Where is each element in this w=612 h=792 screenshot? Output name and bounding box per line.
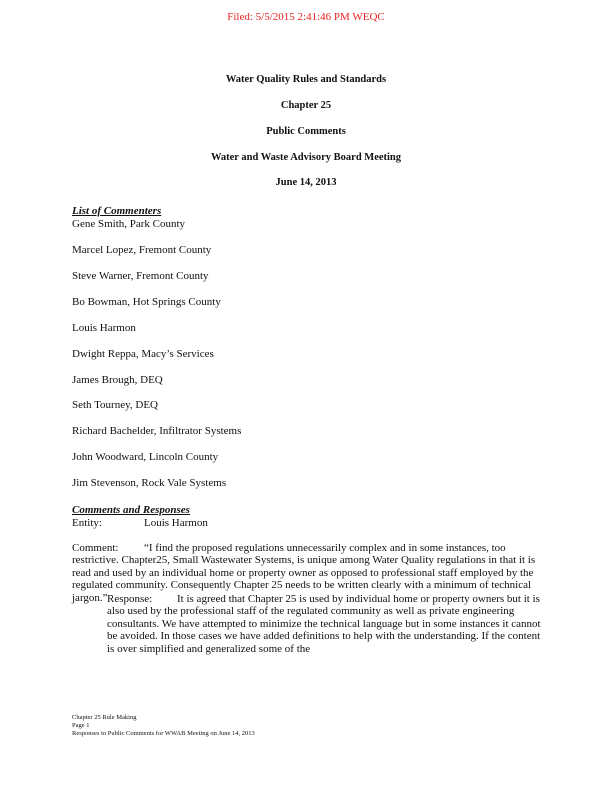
footer-line: Chapter 25 Rule Making	[72, 714, 137, 721]
entity-line	[72, 517, 208, 529]
response-text: It is agreed that Chapter 25 is used by individual home or property owners but it is also used by the professional staff of the regulated community as well as private engineering consultants. We have attempted to minimize the technical language but in some instances it cannot be avoided. In those cases we have added definitions to help with the understanding. If the content is over simplified and generalized some of the	[107, 593, 541, 655]
commenter-item: Marcel Lopez, Fremont County	[72, 244, 212, 256]
title-date: June 14, 2013	[275, 177, 337, 188]
commenter-item: John Woodward, Lincoln County	[72, 451, 219, 463]
filed-stamp: Filed: 5/5/2015 2:41:46 PM WEQC	[227, 11, 385, 23]
entity-value: Louis Harmon	[144, 517, 208, 529]
commenters-heading: List of Commenters	[72, 205, 162, 217]
title-meeting: Water and Waste Advisory Board Meeting	[210, 152, 402, 163]
commenter-item: Richard Bachelder, Infiltrator Systems	[72, 425, 242, 437]
comments-heading: Comments and Responses	[72, 504, 190, 516]
commenter-item: Bo Bowman, Hot Springs County	[72, 296, 221, 308]
commenter-item: Seth Tourney, DEQ	[72, 399, 158, 411]
commenter-item: Louis Harmon	[72, 322, 136, 334]
footer-line: Page 1	[72, 722, 90, 729]
commenter-item: Jim Stevenson, Rock Vale Systems	[72, 477, 227, 489]
response-paragraph	[107, 593, 541, 673]
commenter-item: Steve Warner, Fremont County	[72, 270, 209, 282]
commenter-item: Gene Smith, Park County	[72, 218, 186, 230]
comment-text: “I find the proposed regulations unnecessarily complex and in some instances, too restrictive. Chapter25, Small Wastewater Systems, is unique among Water Quality regulations in that it is read and used by an individual home or property owner as opposed to professional staff employed by the regulated community. Consequently Chapter 25 needs to be written clearly with a minimum of technical jargon.”	[72, 542, 536, 604]
footer-line: Responses to Public Comments for WWAB Meeting on June 14, 2013	[72, 730, 255, 737]
response-label: Response:	[107, 593, 153, 605]
title-rules: Water Quality Rules and Standards	[225, 74, 387, 85]
page-footer	[72, 714, 255, 738]
commenter-item: Dwight Reppa, Macy’s Services	[72, 348, 214, 360]
commenter-item: James Brough, DEQ	[72, 374, 163, 386]
title-chapter: Chapter 25	[280, 100, 332, 111]
entity-label: Entity:	[72, 517, 102, 529]
title-public-comments: Public Comments	[266, 126, 346, 137]
comment-label: Comment:	[72, 542, 119, 554]
